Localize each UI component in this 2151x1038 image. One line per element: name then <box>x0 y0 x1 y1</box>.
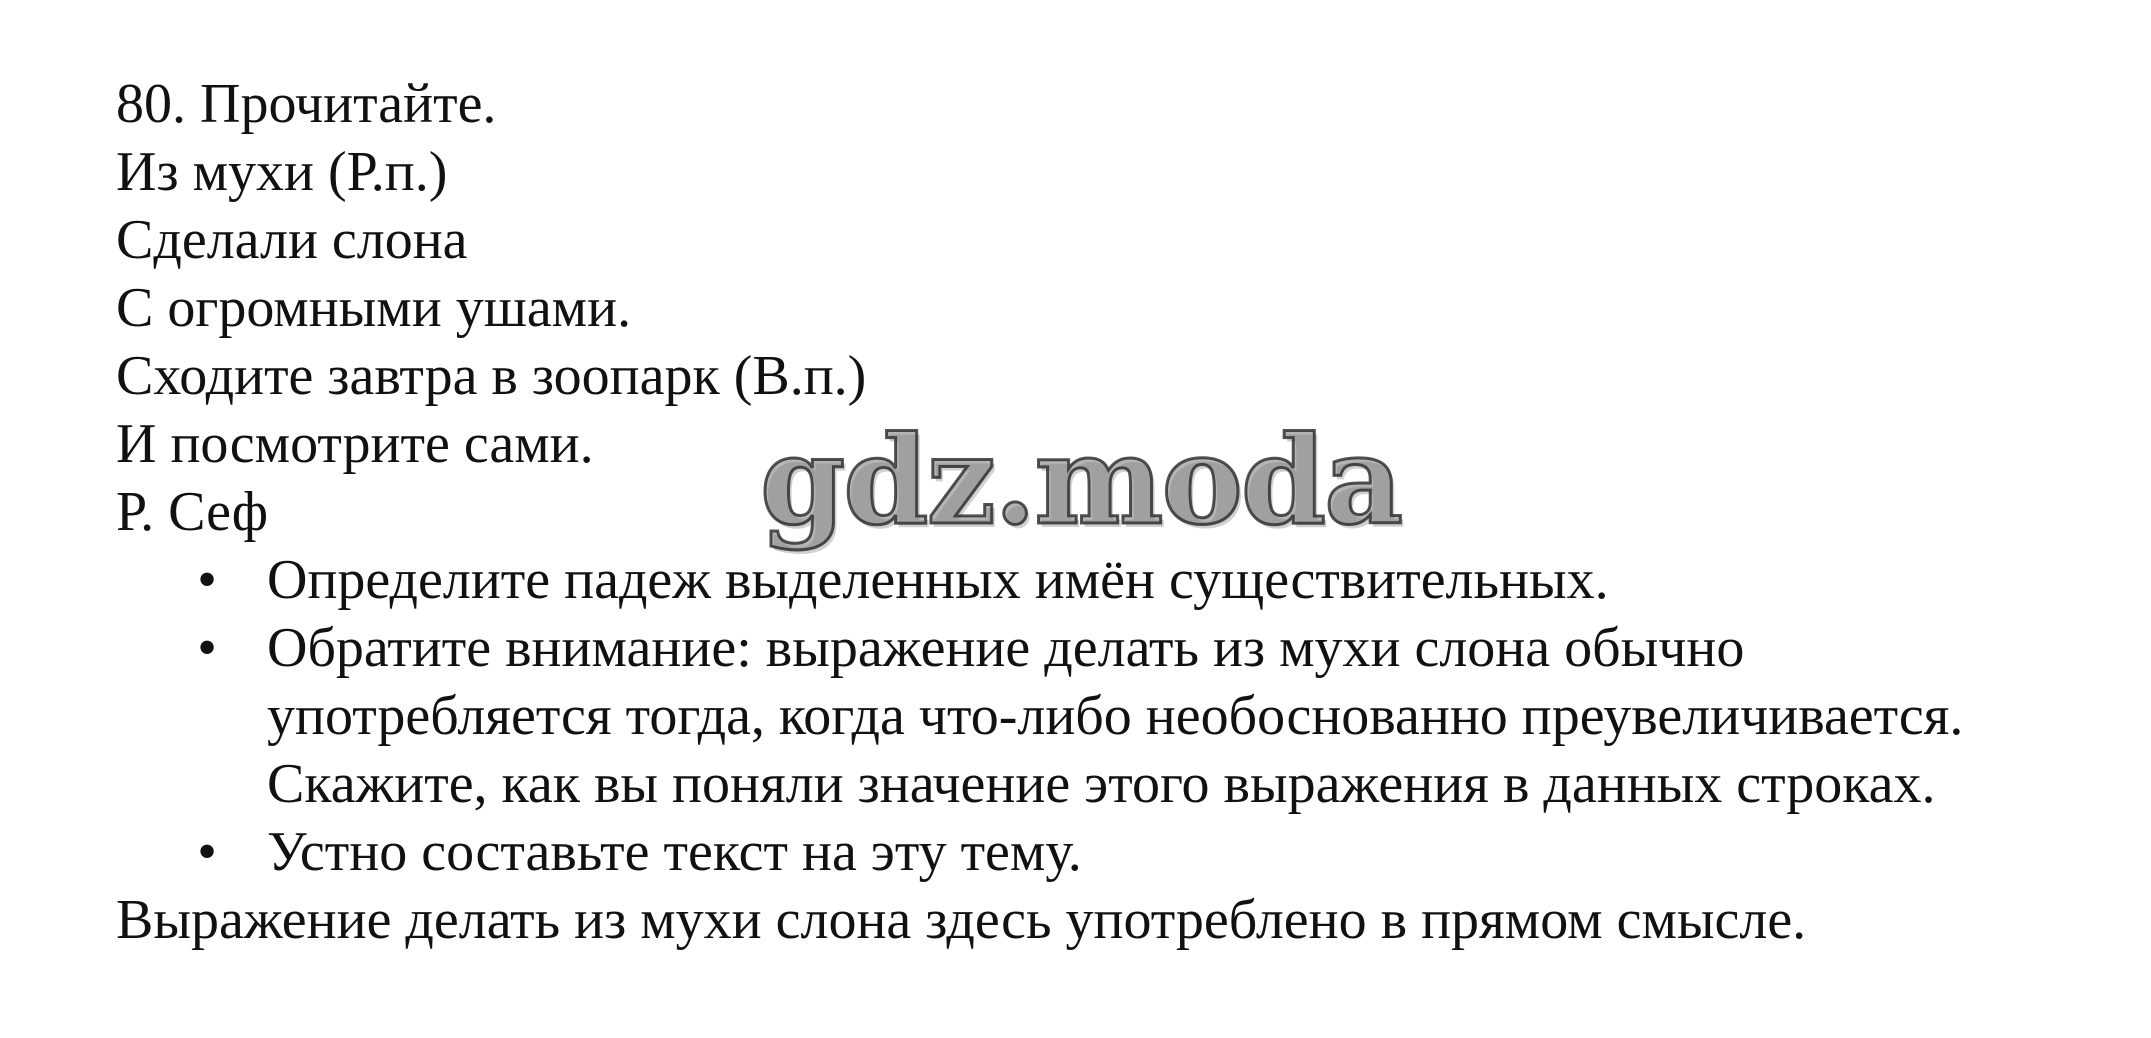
task-text <box>267 818 2126 886</box>
answer-text: Выражение делать из мухи слона здесь употреблено в прямом смысле. <box>116 889 1807 951</box>
exercise-document <box>116 70 2126 954</box>
watermark-logo: gdz.moda <box>760 408 1402 552</box>
task-text <box>267 546 2126 614</box>
poem-author: Р. Сеф <box>116 481 269 543</box>
task-text <box>267 614 2126 818</box>
poem-line: Сходите завтра в зоопарк (В.п.) <box>116 345 867 407</box>
task-line: употребляется тогда, когда что-либо необоснованно преувеличивается. <box>267 685 1964 747</box>
poem-line: Сделали слона <box>116 209 468 271</box>
task-list <box>116 546 2126 886</box>
poem-line: Из мухи (Р.п.) <box>116 141 448 203</box>
task-line: Обратите внимание: выражение делать из мухи слона обычно <box>267 617 1745 679</box>
task-line: Скажите, как вы поняли значение этого выражения в данных строках. <box>267 753 1936 815</box>
task-item <box>116 546 2126 614</box>
bullet-icon: • <box>197 821 217 883</box>
poem-line: С огромными ушами. <box>116 277 632 339</box>
bullet-icon: • <box>197 617 217 679</box>
poem-line: И посмотрите сами. <box>116 413 594 475</box>
task-item <box>116 818 2126 886</box>
exercise-header: 80. Прочитайте. <box>116 73 497 135</box>
bullet-icon: • <box>197 549 217 611</box>
task-line: Определите падеж выделенных имён существительных. <box>267 549 1609 611</box>
task-item <box>116 614 2126 818</box>
task-line: Устно составьте текст на эту тему. <box>267 821 1082 883</box>
